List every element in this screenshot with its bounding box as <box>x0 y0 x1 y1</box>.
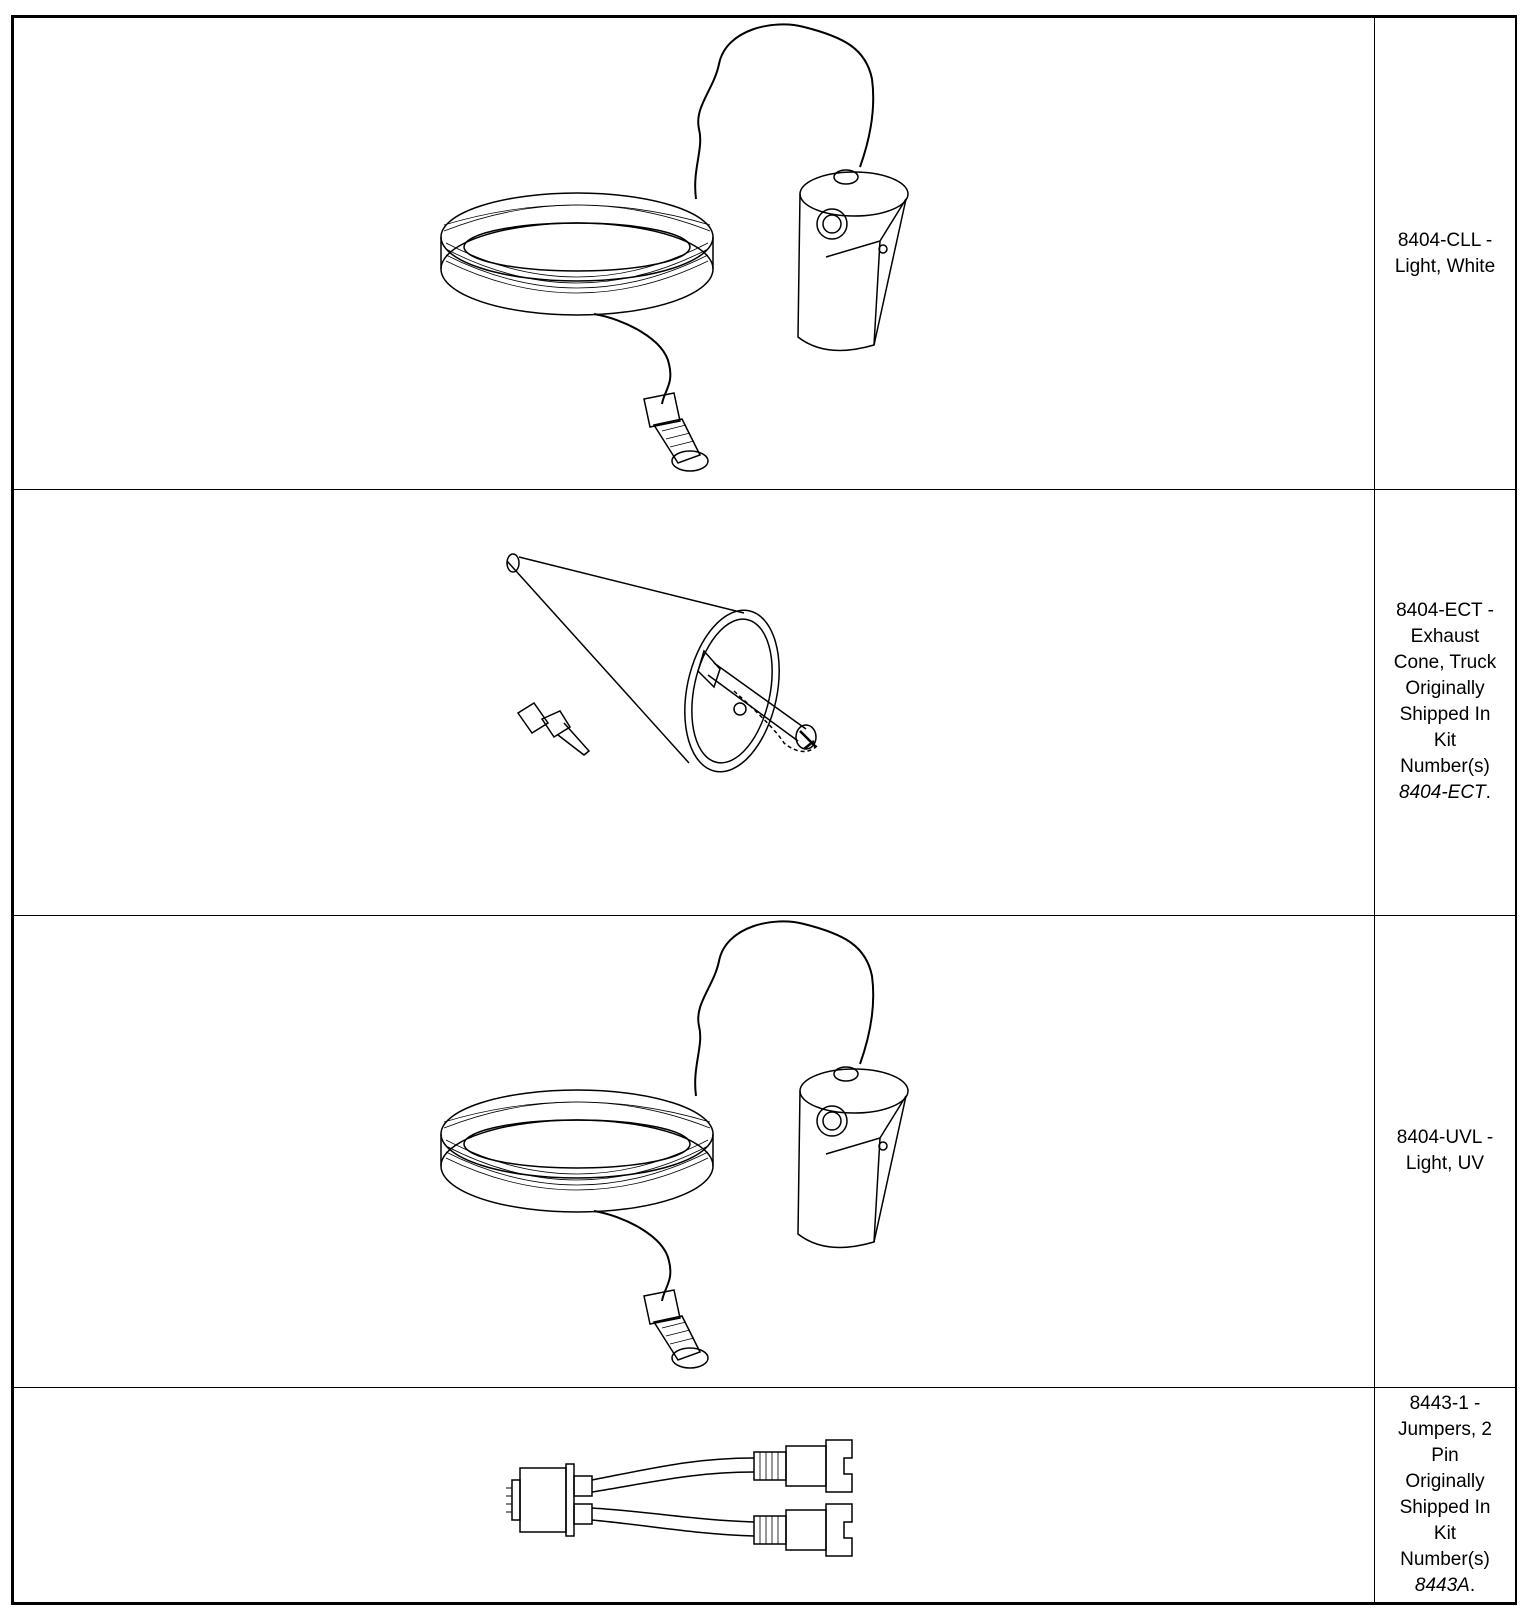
description-line: Exhaust <box>1410 626 1480 648</box>
light-white-icon <box>14 19 1375 489</box>
illustration-cell <box>14 915 1375 1387</box>
tool-table <box>13 17 1516 1603</box>
two-pin-connector <box>506 1464 592 1536</box>
description-line: Number(s) <box>1400 1548 1490 1570</box>
connector <box>644 1290 708 1368</box>
description-line: Kit <box>1433 1522 1457 1544</box>
light-uv-icon <box>14 916 1375 1386</box>
light-body <box>798 1067 908 1247</box>
kit-number: 8443A <box>1414 1574 1470 1596</box>
description-line: Shipped In <box>1399 704 1491 726</box>
kit-suffix: . <box>1469 1574 1476 1596</box>
description-cell <box>1375 915 1516 1387</box>
description-line: Number(s) <box>1400 756 1490 778</box>
part-number: 8443-1 - <box>1409 1392 1481 1414</box>
light-body <box>798 170 908 350</box>
pin-terminal-top <box>754 1440 852 1492</box>
kit-suffix: . <box>1485 782 1491 804</box>
kit-number: 8404-ECT <box>1399 782 1486 804</box>
description-line: Pin <box>1431 1444 1459 1466</box>
tool-table-sheet <box>11 15 1517 1605</box>
nozzle-adapter <box>518 703 589 755</box>
pin-terminal-bottom <box>754 1504 852 1556</box>
description-line: Originally <box>1405 678 1485 700</box>
description-line: Shipped In <box>1399 1496 1491 1518</box>
table-row <box>14 915 1516 1387</box>
description-line: Originally <box>1405 1470 1485 1492</box>
jumper-cable-icon <box>14 1388 1375 1601</box>
part-number: 8404-ECT - <box>1396 600 1494 622</box>
illustration-cell <box>14 490 1375 915</box>
part-description: Light, UV <box>1405 1153 1485 1175</box>
connector <box>644 393 708 471</box>
part-number: 8404-CLL - <box>1397 229 1493 251</box>
description-cell <box>1375 490 1516 915</box>
description-cell <box>1375 18 1516 490</box>
kit-number-line <box>1375 1573 1515 1599</box>
part-description: Light, White <box>1394 255 1496 277</box>
lower-cable <box>594 1211 670 1301</box>
description-line: Kit <box>1433 730 1457 752</box>
probe-tube <box>698 651 818 752</box>
jumper-wires <box>592 1458 754 1536</box>
table-row <box>14 18 1516 490</box>
exhaust-cone-icon <box>14 491 1375 914</box>
lower-cable <box>594 314 670 404</box>
kit-number-line <box>1375 780 1515 806</box>
cable-coil <box>441 1090 713 1212</box>
table-row <box>14 490 1516 915</box>
cable-coil <box>441 193 713 315</box>
part-number: 8404-UVL - <box>1396 1127 1494 1149</box>
cone-body <box>507 554 793 781</box>
description-cell <box>1375 1387 1516 1602</box>
description-line: Jumpers, 2 <box>1398 1418 1492 1440</box>
description-line: Cone, Truck <box>1393 652 1497 674</box>
illustration-cell <box>14 18 1375 490</box>
illustration-cell <box>14 1387 1375 1602</box>
table-row <box>14 1387 1516 1602</box>
